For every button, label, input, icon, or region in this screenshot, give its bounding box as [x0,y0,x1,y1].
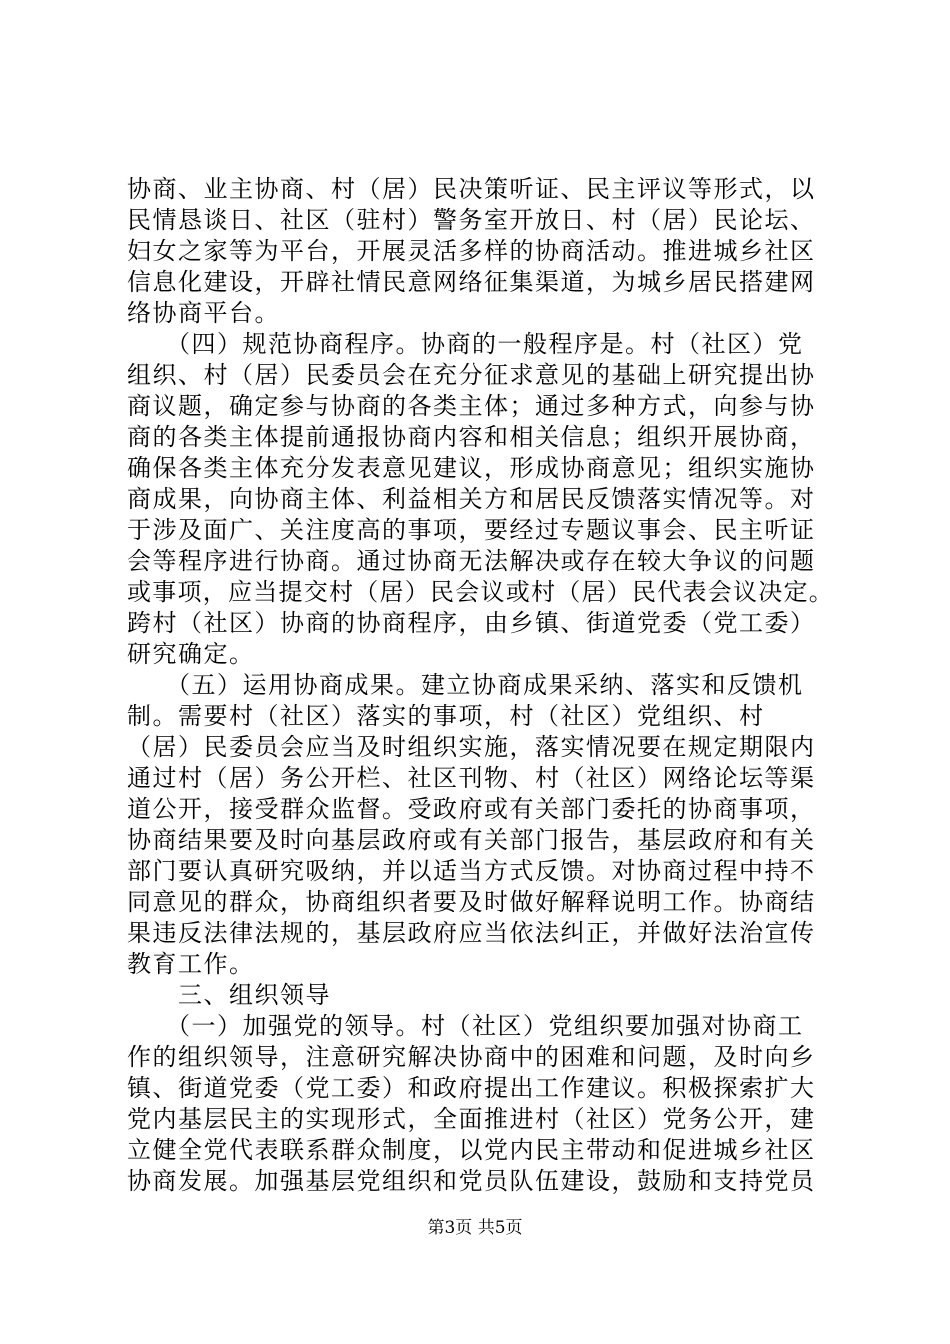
text-line: （四）规范协商程序。协商的一般程序是。村（社区）党 [127,330,804,358]
text-line: 络协商平台。 [127,299,280,327]
text-line: 跨村（社区）协商的协商程序，由乡镇、街道党委（党工委） [127,609,816,637]
text-line: 通过村（居）务公开栏、社区刊物、村（社区）网络论坛等渠 [127,764,816,792]
text-line: 妇女之家等为平台，开展灵活多样的协商活动。推进城乡社区 [127,237,816,265]
text-line: 研究确定。 [127,640,255,668]
text-line: 民情恳谈日、社区（驻村）警务室开放日、村（居）民论坛、 [127,206,816,234]
text-line: 会等程序进行协商。通过协商无法解决或存在较大争议的问题 [127,547,816,575]
text-line: （五）运用协商成果。建立协商成果采纳、落实和反馈机 [127,671,804,699]
text-line: 部门要认真研究吸纳，并以适当方式反馈。对协商过程中持不 [127,857,816,885]
text-line: 协商、业主协商、村（居）民决策听证、民主评议等形式，以 [127,175,816,203]
text-line: 确保各类主体充分发表意见建议，形成协商意见；组织实施协 [127,454,816,482]
text-line: 制。需要村（社区）落实的事项，村（社区）党组织、村 [127,702,765,730]
text-line: 教育工作。 [127,950,255,978]
document-body [127,174,832,1197]
text-line: 同意见的群众，协商组织者要及时做好解释说明工作。协商结 [127,888,816,916]
text-line: 道公开，接受群众监督。受政府或有关部门委托的协商事项， [127,795,816,823]
text-line: 党内基层民主的实现形式，全面推进村（社区）党务公开，建 [127,1105,816,1133]
text-line: 商的各类主体提前通报协商内容和相关信息；组织开展协商， [127,423,816,451]
text-line: 信息化建设，开辟社情民意网络征集渠道，为城乡居民搭建网 [127,268,816,296]
text-line: 协商结果要及时向基层政府或有关部门报告，基层政府和有关 [127,826,816,854]
text-line: 组织、村（居）民委员会在充分征求意见的基础上研究提出协 [127,361,816,389]
text-line: 作的组织领导，注意研究解决协商中的困难和问题，及时向乡 [127,1043,816,1071]
text-line: 果违反法律法规的，基层政府应当依法纠正，并做好法治宣传 [127,919,816,947]
text-line: 立健全党代表联系群众制度，以党内民主带动和促进城乡社区 [127,1136,816,1164]
text-line: 商议题，确定参与协商的各类主体；通过多种方式，向参与协 [127,392,816,420]
text-line: 协商发展。加强基层党组织和党员队伍建设，鼓励和支持党员 [127,1167,816,1195]
text-line: （居）民委员会应当及时组织实施，落实情况要在规定期限内 [127,733,816,761]
text-line: 于涉及面广、关注度高的事项，要经过专题议事会、民主听证 [127,516,816,544]
text-line: 镇、街道党委（党工委）和政府提出工作建议。积极探索扩大 [127,1074,816,1102]
text-line: （一）加强党的领导。村（社区）党组织要加强对协商工 [127,1012,804,1040]
text-line: 或事项，应当提交村（居）民会议或村（居）民代表会议决定。 [127,578,834,606]
text-line: 商成果，向协商主体、利益相关方和居民反馈落实情况等。对 [127,485,816,513]
page-footer: 第3页 共5页 [427,1218,523,1238]
text-line: 三、组织领导 [127,981,331,1009]
